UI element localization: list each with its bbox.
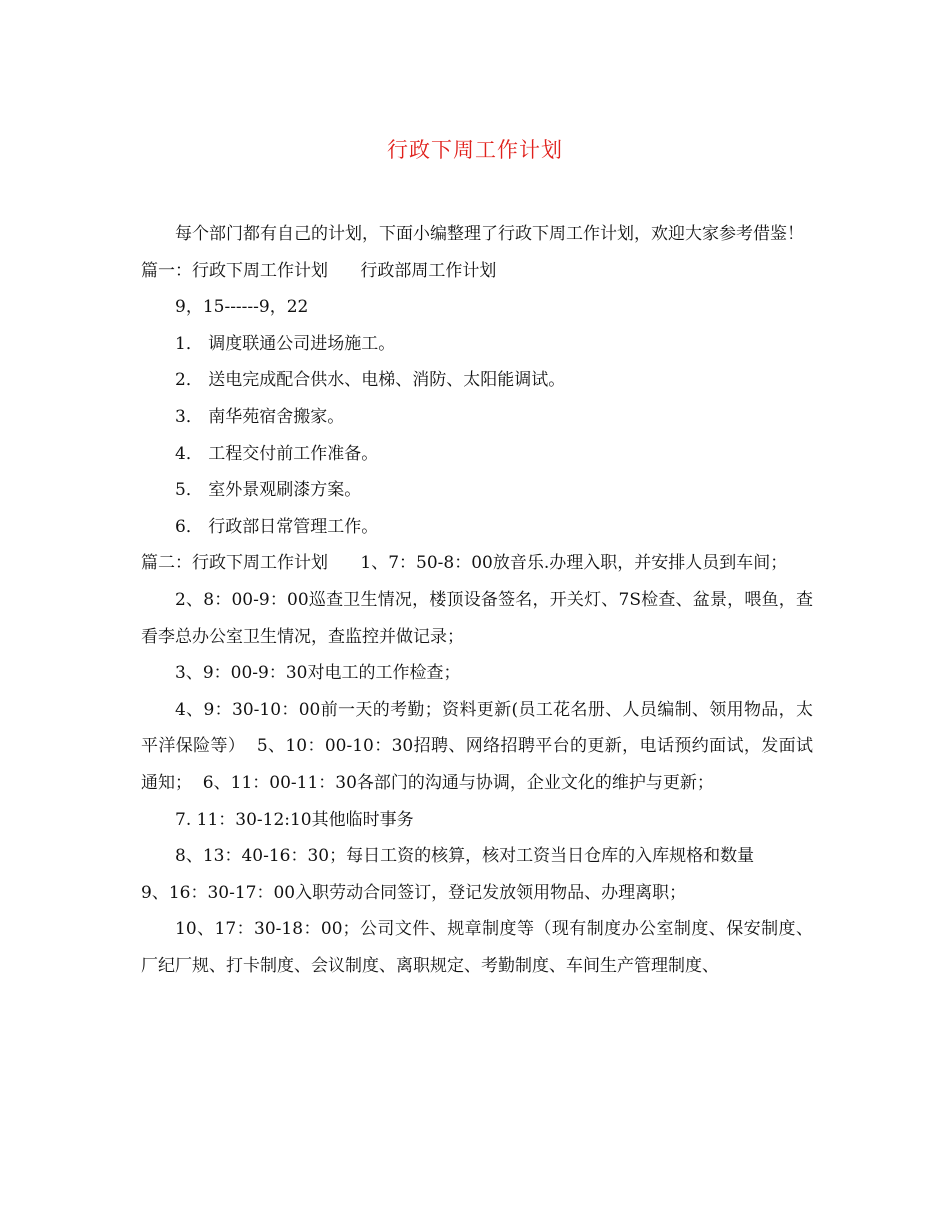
paragraph: 3、9：00-9：30对电工的工作检查；: [175, 663, 461, 684]
paragraph: 9、16：30-17：00入职劳动合同签订，登记发放领用物品、办理离职；: [141, 882, 687, 903]
paragraph: 9，15------9，22: [175, 297, 309, 318]
paragraph: 篇二：行政下周工作计划 1、7：50-8：00放音乐.办理入职，并安排人员到车间；: [141, 553, 788, 574]
paragraph: 10、17：30-18：00；公司文件、规章制度等（现有制度办公室制度、保安制度、厂纪厂规、打卡制度、会议制度、离职规定、考勤制度、车间生产管理制度、: [141, 919, 813, 976]
document-body: [141, 216, 813, 984]
paragraph: 每个部门都有自己的计划，下面小编整理了行政下周工作计划，欢迎大家参考借鉴！: [175, 224, 804, 244]
paragraph: 4、9：30-10：00前一天的考勤；资料更新(员工花名册、人员编制、领用物品，太平洋保险等） 5、10：00-10：30招聘、网络招聘平台的更新，电话预约面试，发面试通知； 6、11：00-11：30各部门的沟通与协调，企业文化的维护与更新；: [141, 699, 813, 793]
paragraph: 6． 行政部日常管理工作。: [175, 516, 379, 537]
document-title: 行政下周工作计划: [387, 138, 563, 162]
paragraph: 3． 南华苑宿舍搬家。: [175, 406, 345, 427]
paragraph: 2． 送电完成配合供水、电梯、消防、太阳能调试。: [175, 370, 566, 391]
paragraph: 8、13：40-16：30；每日工资的核算，核对工资当日仓库的入库规格和数量: [175, 846, 755, 867]
paragraph: 4． 工程交付前工作准备。: [175, 443, 379, 464]
paragraph: 2、8：00-9：00巡查卫生情况，楼顶设备签名，开关灯、7S检查、盆景，喂鱼，查看李总办公室卫生情况，查监控并做记录；: [141, 589, 813, 647]
paragraph: 7. 11：30-12:10其他临时事务: [175, 809, 414, 830]
paragraph: 1． 调度联通公司进场施工。: [175, 333, 396, 354]
paragraph: 篇一：行政下周工作计划 行政部周工作计划: [141, 260, 497, 281]
paragraph: 5． 室外景观刷漆方案。: [175, 480, 362, 501]
